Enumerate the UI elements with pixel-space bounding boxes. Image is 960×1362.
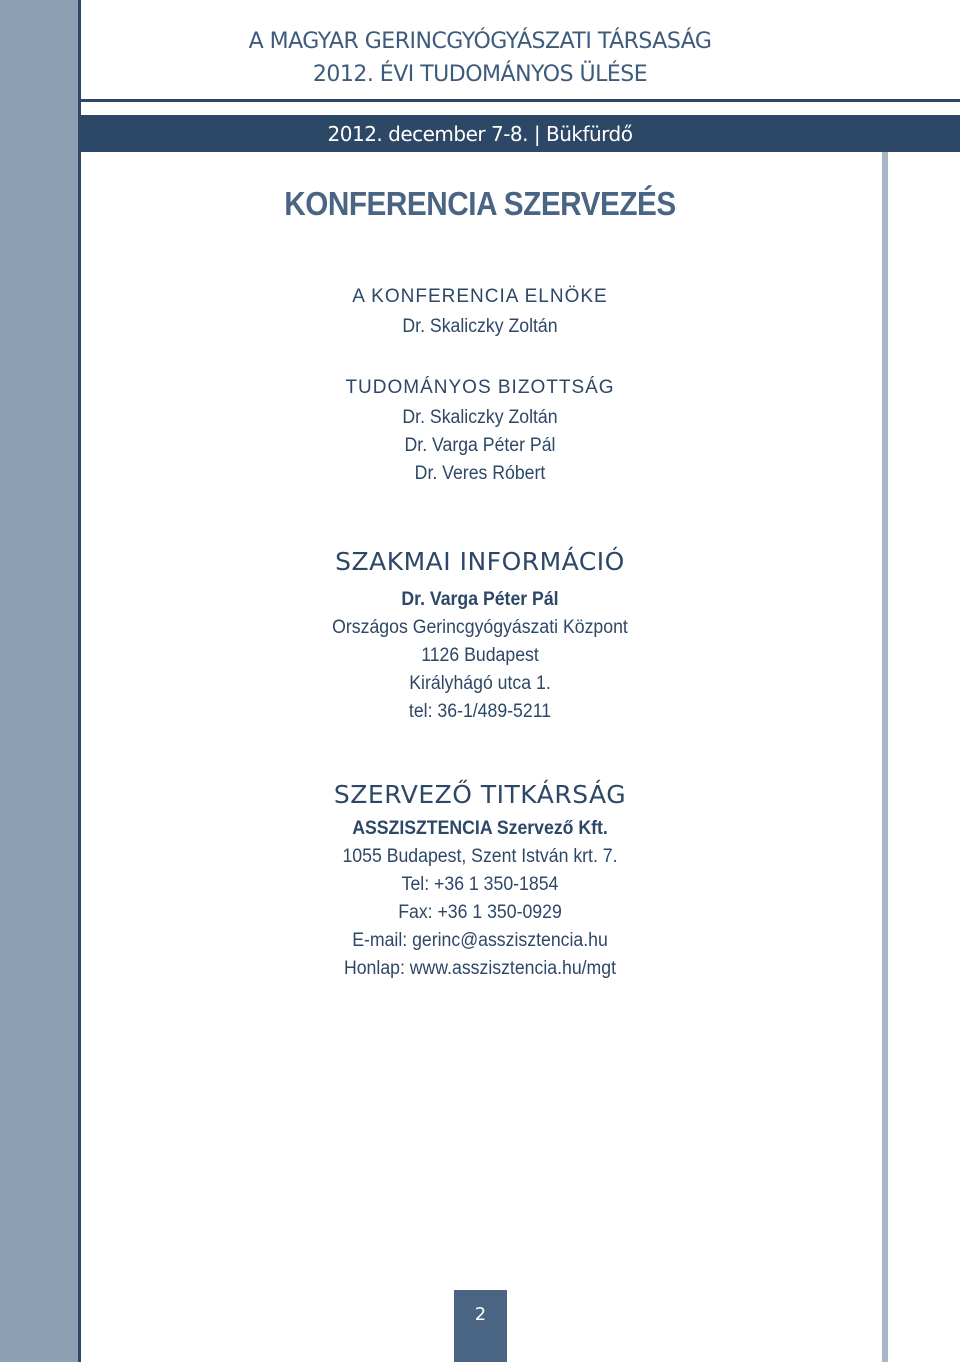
president-section: [78, 285, 882, 341]
secretariat-line: Honlap: www.asszisztencia.hu/mgt: [343, 958, 617, 979]
page-title: KONFERENCIA SZERVEZÉS: [284, 185, 676, 222]
info-line: 1126 Budapest: [421, 645, 539, 666]
society-name: A MAGYAR GERINCGYÓGYÁSZATI TÁRSASÁG: [248, 29, 712, 54]
committee-section: [78, 376, 882, 488]
header-rule: [78, 99, 960, 102]
secretariat-line: E-mail: gerinc@asszisztencia.hu: [352, 930, 608, 951]
committee-member: Dr. Varga Péter Pál: [404, 435, 556, 456]
committee-heading: TUDOMÁNYOS BIZOTTSÁG: [345, 377, 615, 398]
secretariat-line: Fax: +36 1 350-0929: [398, 902, 562, 923]
page-number: 2: [454, 1290, 507, 1362]
info-line: Országos Gerincgyógyászati Központ: [332, 617, 628, 638]
session-title: 2012. ÉVI TUDOMÁNYOS ÜLÉSE: [312, 62, 648, 87]
secretariat-line: 1055 Budapest, Szent István krt. 7.: [342, 846, 618, 867]
secretariat-company: ASSZISZTENCIA Szervező Kft.: [352, 818, 608, 839]
secretariat-line: Tel: +36 1 350-1854: [401, 874, 559, 895]
info-heading: SZAKMAI INFORMÁCIÓ: [335, 547, 625, 576]
committee-member: Dr. Skaliczky Zoltán: [402, 407, 558, 428]
info-name: Dr. Varga Péter Pál: [401, 589, 559, 610]
president-name: Dr. Skaliczky Zoltán: [402, 316, 558, 337]
info-line: tel: 36-1/489-5211: [408, 701, 552, 722]
committee-member: Dr. Veres Róbert: [414, 463, 546, 484]
secretariat-heading: SZERVEZŐ TITKÁRSÁG: [333, 780, 627, 809]
info-section: [78, 546, 882, 726]
right-decorative-band: [882, 152, 888, 1362]
date-place: 2012. december 7-8. | Bükfürdő: [327, 122, 633, 146]
info-line: Királyhágó utca 1.: [409, 673, 551, 694]
president-heading: A KONFERENCIA ELNÖKE: [352, 286, 608, 307]
left-decorative-band: [0, 0, 78, 1362]
secretariat-section: [78, 779, 882, 983]
